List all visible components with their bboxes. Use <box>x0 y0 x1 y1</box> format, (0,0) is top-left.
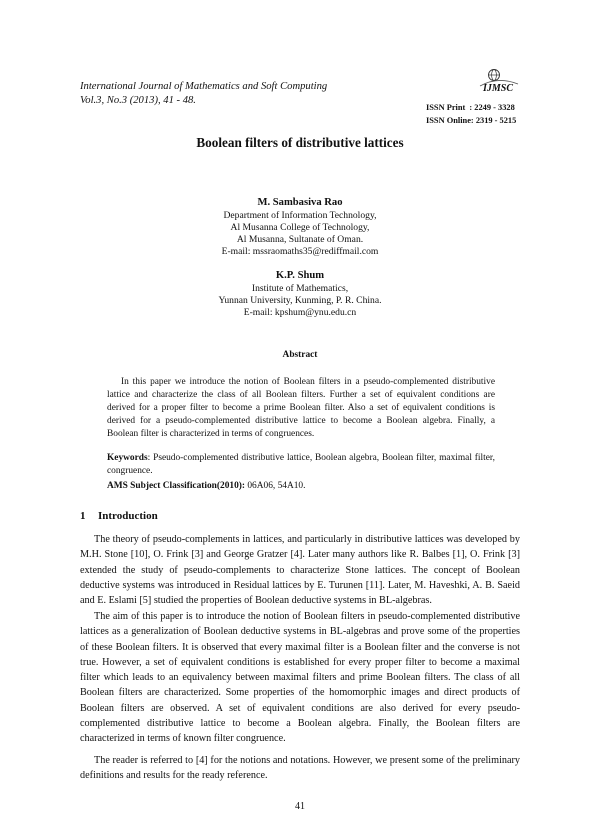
paragraph: The reader is referred to [4] for the notions and notations. However, we present some of the preliminary definitions and results for the ready reference. <box>80 755 520 782</box>
author-name: K.P. Shum <box>275 270 325 281</box>
keywords <box>107 452 495 478</box>
author-1 <box>0 196 600 258</box>
journal-volume: Vol.3, No.3 (2013), 41 - 48. <box>80 95 196 106</box>
author-affiliation-line: Institute of Mathematics, <box>251 283 349 294</box>
intro-paragraph-3 <box>80 753 520 784</box>
author-affiliation-line: Yunnan University, Kunming, P. R. China. <box>218 295 382 306</box>
keywords-label: Keywords <box>107 453 148 463</box>
issn-print-label: ISSN Print <box>426 103 466 112</box>
section-heading <box>80 510 158 522</box>
issn-print-value: : 2249 - 3328 <box>469 103 515 112</box>
journal-header <box>80 80 327 108</box>
author-email: E-mail: mssraomaths35@rediffmail.com <box>221 246 379 257</box>
author-name: M. Sambasiva Rao <box>257 197 343 208</box>
issn-online-value: 2319 - 5215 <box>475 116 517 125</box>
author-affiliation-line: Department of Information Technology, <box>223 210 377 221</box>
globe-icon <box>489 70 500 81</box>
author-email: E-mail: kpshum@ynu.edu.cn <box>243 307 357 318</box>
intro-paragraph-2 <box>80 609 520 747</box>
keywords-text: : Pseudo-complemented distributive lattice, Boolean algebra, Boolean filter, maximal filter, congruence. <box>107 453 495 476</box>
abstract-text: In this paper we introduce the notion of Boolean filters in a pseudo-complemented distributive lattice and characterize the class of all Boolean filters. Further a set of equivalent conditions are derived for a proper filter to become a prime Boolean filter. Also a set of equivalent conditions is derived for a pseudo-complemented distributive lattice to become a Boolean algebra. Finally, a Boolean filter is characterized in terms of congruences. <box>107 377 495 439</box>
paragraph: The aim of this paper is to introduce the notion of Boolean filters in pseudo-complemented distributive lattices as a generalization of Boolean deductive systems in BL-algebras and prove some of the properties of these Boolean filters. It is observed that every maximal filter is a Boolean filter and the converse is not true. However, a set of equivalent conditions is established for every proper filter to become a maximal filter which leads to an equivalency between maximal filters and prime Boolean filters. The class of all Boolean filters are characterized. Some properties of the homomorphic images and direct products of Boolean filters are observed. A set of equivalent conditions are also derived for every pseudo-complemented distributive lattice to become a Boolean algebra. Finally, the Boolean filters are characterized in terms of known filter congruence. <box>80 611 520 745</box>
author-affiliation-line: Al Musanna College of Technology, <box>230 222 370 233</box>
logo-text: IJMSC <box>482 83 514 94</box>
ams-label: AMS Subject Classification(2010): <box>107 481 246 491</box>
intro-paragraph-1 <box>80 532 520 608</box>
page-number: 41 <box>295 801 305 812</box>
journal-logo <box>474 68 522 94</box>
section-title: Introduction <box>98 510 158 522</box>
section-number: 1 <box>80 510 86 522</box>
issn-block <box>426 101 516 127</box>
ams-text: 06A06, 54A10. <box>245 481 306 491</box>
paragraph: The theory of pseudo-complements in lattices, and particularly in distributive lattices was developed by M.H. Stone [10], O. Frink [3] and George Gratzer [4]. Later many authors like R. Balbes [1], O. Frink [3] extended the study of pseudo-complements to characterize Stone lattices. The concept of Boolean deductive systems was introduced in Residual lattices by E. Turunen [11]. Later, M. Haveshki, A. B. Saeid and E. Eslami [5] studied the properties of Boolean deductive systems in BL-algebras. <box>80 534 520 607</box>
author-affiliation-line: Al Musanna, Sultanate of Oman. <box>236 234 364 245</box>
paper-title: Boolean filters of distributive lattices <box>196 135 404 150</box>
issn-online-label: ISSN Online: <box>426 116 474 125</box>
abstract-heading: Abstract <box>282 350 318 360</box>
author-2 <box>0 269 600 319</box>
ams-classification <box>107 480 495 493</box>
journal-name: International Journal of Mathematics and Soft Computing <box>80 81 328 92</box>
